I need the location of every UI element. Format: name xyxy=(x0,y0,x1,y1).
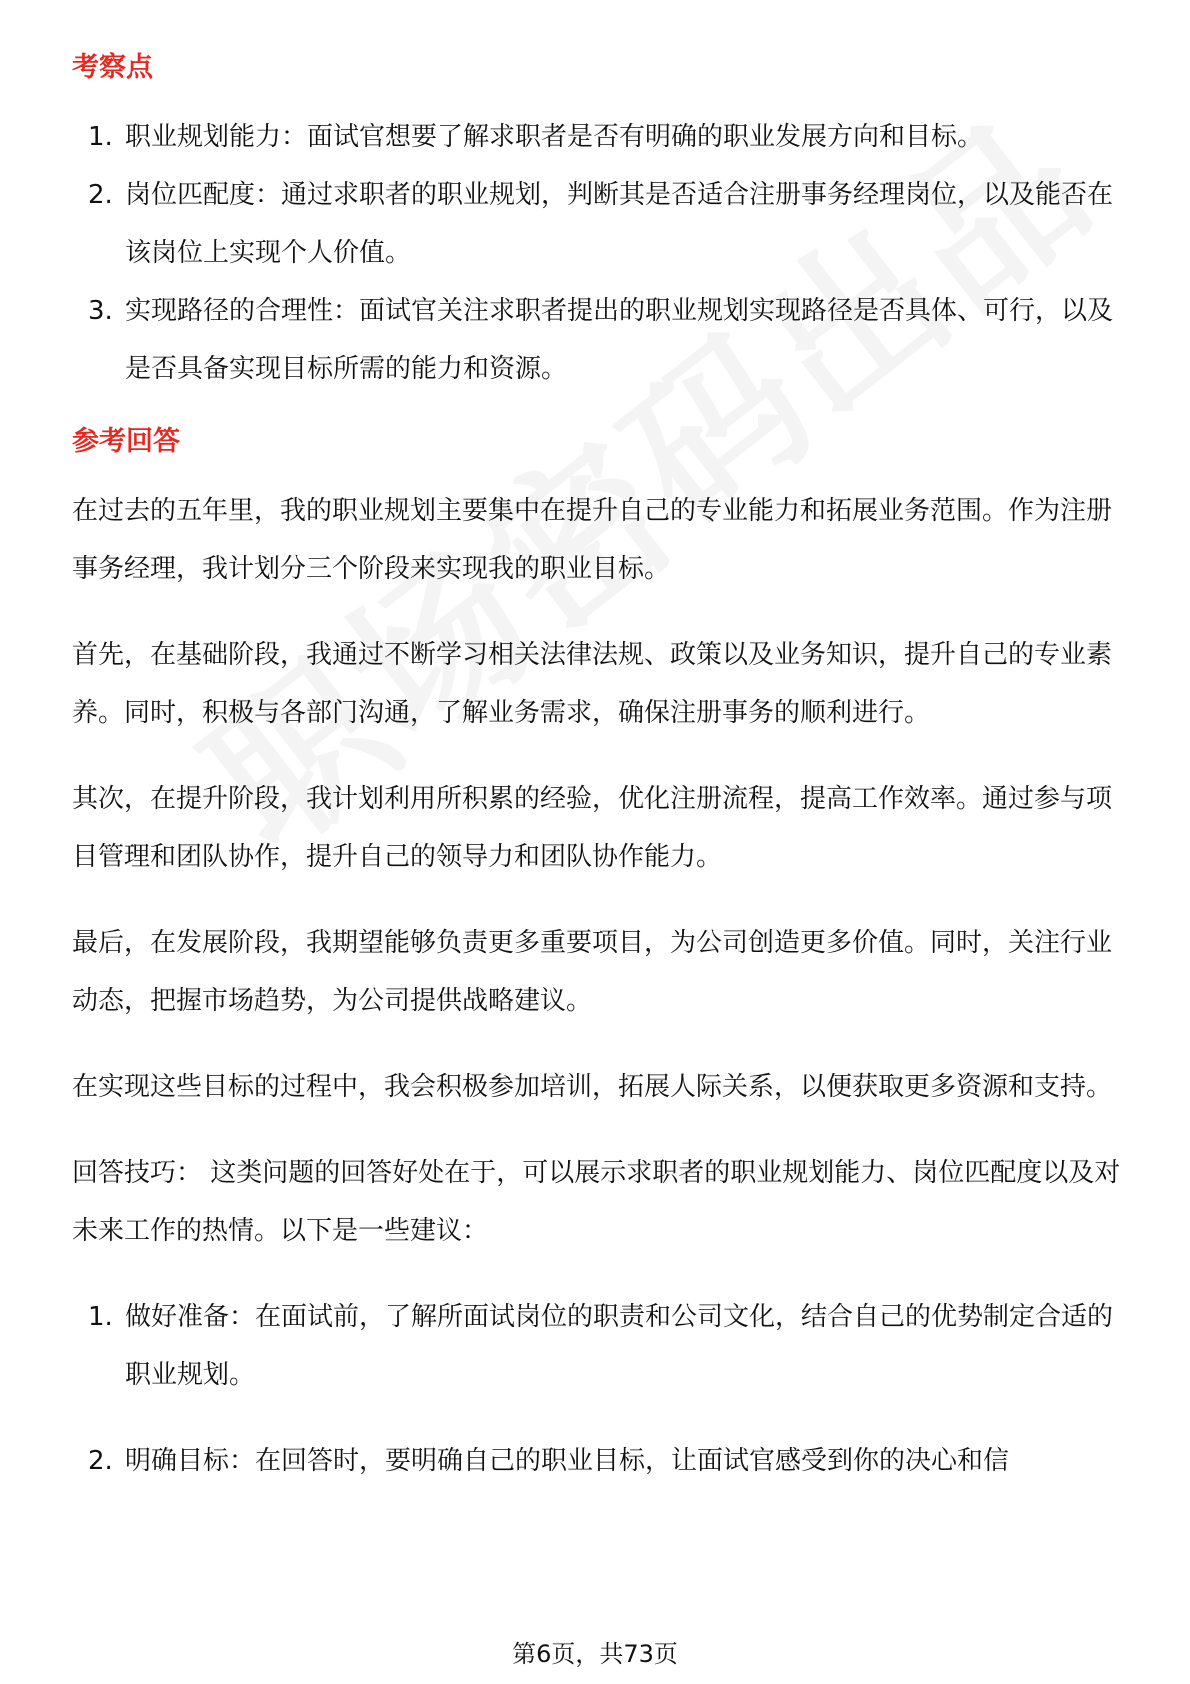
list-item-text: 明确目标：在回答时，要明确自己的职业目标，让面试官感受到你的决心和信 xyxy=(125,1446,1010,1476)
list-number: 2. xyxy=(88,1446,113,1476)
answer-tips-intro: 回答技巧： 这类问题的回答好处在于，可以展示求职者的职业规划能力、岗位匹配度以及对未来工作的热情。以下是一些建议： xyxy=(72,1158,1121,1246)
heading-assessment-points: 考察点 xyxy=(72,52,153,83)
list-number: 1. xyxy=(88,122,113,152)
tips-list xyxy=(72,1288,1122,1490)
list-item xyxy=(72,1288,1122,1404)
list-item xyxy=(72,108,1122,166)
list-item xyxy=(72,282,1122,398)
page-content xyxy=(72,48,1122,1518)
list-number: 3. xyxy=(88,296,113,326)
list-item-text: 做好准备：在面试前，了解所面试岗位的职责和公司文化，结合自己的优势制定合适的职业规划。 xyxy=(125,1302,1114,1390)
list-number: 2. xyxy=(88,180,113,210)
list-number: 1. xyxy=(88,1302,113,1332)
list-item xyxy=(72,166,1122,282)
answer-paragraph: 首先，在基础阶段，我通过不断学习相关法律法规、政策以及业务知识，提升自己的专业素养。同时，积极与各部门沟通，了解业务需求，确保注册事务的顺利进行。 xyxy=(72,640,1113,728)
list-item xyxy=(72,1432,1122,1490)
answer-paragraph: 最后，在发展阶段，我期望能够负责更多重要项目，为公司创造更多价值。同时，关注行业动态，把握市场趋势，为公司提供战略建议。 xyxy=(72,928,1113,1016)
list-item-text: 职业规划能力：面试官想要了解求职者是否有明确的职业发展方向和目标。 xyxy=(125,122,984,152)
answer-paragraph: 其次，在提升阶段，我计划利用所积累的经验，优化注册流程，提高工作效率。通过参与项目管理和团队协作，提升自己的领导力和团队协作能力。 xyxy=(72,784,1113,872)
answer-paragraph: 在实现这些目标的过程中，我会积极参加培训，拓展人际关系，以便获取更多资源和支持。 xyxy=(72,1072,1113,1102)
list-item-text: 实现路径的合理性：面试官关注求职者提出的职业规划实现路径是否具体、可行，以及是否具备实现目标所需的能力和资源。 xyxy=(125,296,1114,384)
page-number-footer: 第6页，共73页 xyxy=(512,1640,678,1668)
heading-reference-answer: 参考回答 xyxy=(72,426,180,457)
assessment-points-list xyxy=(72,108,1122,398)
answer-paragraph: 在过去的五年里，我的职业规划主要集中在提升自己的专业能力和拓展业务范围。作为注册事务经理，我计划分三个阶段来实现我的职业目标。 xyxy=(72,496,1113,584)
list-item-text: 岗位匹配度：通过求职者的职业规划，判断其是否适合注册事务经理岗位，以及能否在该岗位上实现个人价值。 xyxy=(125,180,1114,268)
